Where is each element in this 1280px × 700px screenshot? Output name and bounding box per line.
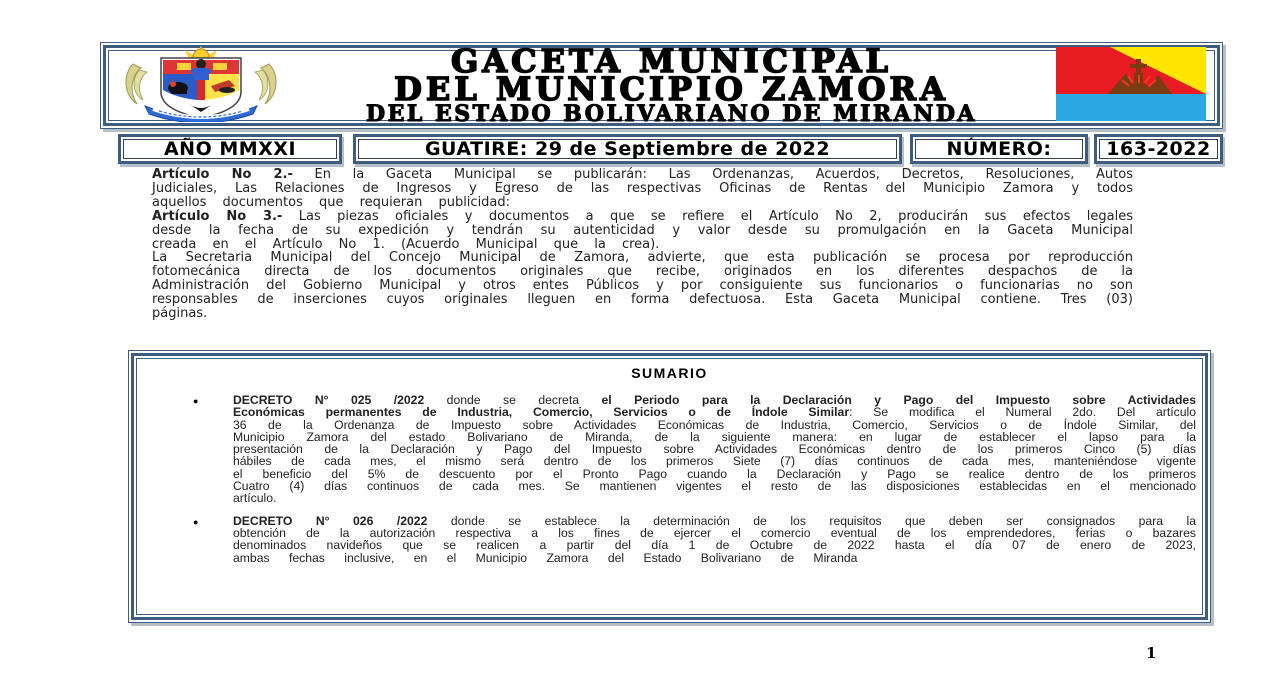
number-label-box: [910, 134, 1088, 164]
paragraph-articulo-3: [152, 210, 1133, 252]
sumario-box: [128, 350, 1211, 623]
sumario-list: [129, 394, 1210, 564]
number-label: NÚMERO:: [946, 138, 1052, 160]
paragraph-secretaria-notice: [152, 251, 1133, 321]
place-date-box: [353, 134, 902, 164]
secretaria-notice-text: La Secretaria Municipal del Concejo Municipal de Zamora, advierte, que esta publicación se procesa por reproducción fotomecánica directa de los documentos originales que recibe, originados en los diferentes despachos de la Administración del Gobierno Municipal y otros entes Públicos y por consiguiente sus funcionarios o funcionarias no son responsables de inserciones cuyos originales lleguen en forma defectuosa. Esta Gaceta Municipal contiene. Tres (03) páginas.: [152, 250, 1133, 322]
info-bar: [118, 134, 1223, 164]
body-text: [152, 168, 1133, 321]
paragraph-articulo-2: [152, 168, 1133, 210]
articulo-3-text: Las piezas oficiales y documentos a que se refiere el Artículo No 2, producirán sus efectos legales desde la fecha de su expedición y tendrán su autenticidad y valor desde su promulgación en la Gaceta Municipal creada en el Artículo No 1. (Acuerdo Municipal que la crea).: [152, 208, 1134, 252]
gazette-title-line3: DEL ESTADO BOLIVARIANO DE MIRANDA: [366, 101, 977, 127]
articulo-3-lead: Artículo No 3.-: [152, 208, 283, 224]
masthead: [287, 42, 1056, 127]
gazette-title-line1: GACETA MUNICIPAL: [450, 42, 893, 80]
gazette-header-box: [100, 42, 1223, 129]
articulo-2-text: En la Gaceta Municipal se publicarán: Las Ordenanzas, Acuerdos, Decretos, Resoluciones, Autos Judiciales, Las Relaciones de Ingresos y Egreso de las respectivas Oficinas de Rentas del Municipio Zamora y todos aquellos documentos que requieran publicidad:: [152, 167, 1133, 210]
number-value: 163-2022: [1106, 138, 1211, 160]
sumario-item-decreto-025: [129, 394, 1210, 505]
place-date-label: GUATIRE: 29 de Septiembre de 2022: [424, 138, 831, 160]
number-value-box: [1094, 134, 1223, 164]
zamora-flag-icon: [1056, 47, 1206, 125]
sumario-title: SUMARIO: [631, 365, 708, 381]
articulo-2-lead: Artículo No 2.-: [152, 167, 293, 182]
zamora-coat-of-arms-icon: [115, 46, 287, 126]
decreto-025-subject: el Periodo para la Declaración y Pago del Impuesto sobre Actividades Económicas permanentes de Industria, Comercio, Servicios o de Índole Similar: [233, 393, 1196, 420]
year-box: [118, 134, 342, 164]
decreto-026-number: DECRETO N° 026 /2022: [233, 513, 428, 528]
decreto-025-number: DECRETO N° 025 /2022: [233, 393, 425, 407]
page-number: 1: [1146, 644, 1157, 662]
decreto-026-detail: donde se establece la determinación de los requisitos que deben ser consignados para la obtención de la autorización respectiva a los fines de ejercer el comercio eventual de los emprendedores, ferias o bazares denominados navideños que se realicen a partir del día 1 de Octubre de 2022 hasta el día 07 de enero de 2023, ambas fechas inclusive, en el Municipio Zamora del Estado Bolivariano de Miranda: [233, 513, 1196, 565]
year-label: AÑO MMXXI: [163, 138, 297, 160]
decreto-025-intro: donde se decreta: [424, 393, 602, 407]
gazette-title-line2: DEL MUNICIPIO ZAMORA: [394, 70, 949, 108]
decreto-025-detail: : Se modifica el Numeral 2do. Del artículo 36 de la Ordenanza de Impuesto sobre Actividades Económicas de Industria, Comercio, Servicios o de Índole Similar, del Municipio Zamora del estado Bolivariano de Miranda, de la siguiente manera: en lugar de establecer el lapso para la presentación de la Declaración y Pago del Impuesto sobre Actividades Económicas dentro de los primeros Cinco (5) días hábiles de cada mes, el mismo será dentro de los primeros Siete (7) días continuos de cada mes, manteniéndose vigente el beneficio del 5% de descuento por el Pronto Pago cuando la Declaración y Pago se realice dentro de los primeros Cuatro (4) días continuos de cada mes. Se mantienen vigentes el resto de las disposiciones establecidas en el mencionado artículo.: [233, 405, 1196, 506]
sumario-item-decreto-026: [129, 515, 1210, 564]
